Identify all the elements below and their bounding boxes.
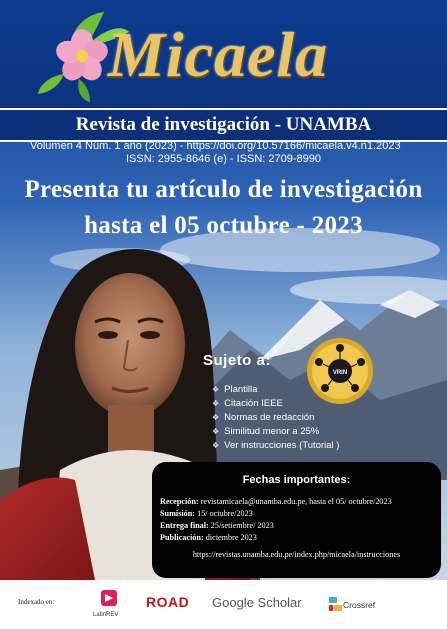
list-item: [212, 411, 339, 425]
volume-doi-line: Volumen 4 Núm. 1 año (2023) - https://doi.org/10.57166/micaela.v4.n1.2023: [30, 140, 401, 152]
journal-logo-title: Micaela: [108, 19, 329, 90]
sparkle-bullet-icon: ❖: [212, 413, 220, 422]
latinrev-logo-icon[interactable]: [99, 588, 119, 610]
date-label: Recepción:: [160, 497, 199, 506]
journal-subtitle: Revista de investigación - UNAMBA: [75, 114, 372, 135]
headline-line-2: hasta el 05 octubre - 2023: [84, 212, 363, 239]
latinrev-label: LatinREV: [93, 612, 119, 618]
date-value: 15/ octubre/2023: [195, 509, 253, 518]
google-scholar-logo[interactable]: Google Scholar: [212, 595, 302, 610]
indexed-label: Indexado en:: [18, 598, 55, 606]
important-dates-panel: [152, 462, 441, 578]
subject-item-label: Normas de redacción: [224, 412, 315, 423]
date-row-publication: [160, 533, 257, 542]
date-label: Sumisión:: [160, 509, 196, 518]
list-item: [212, 397, 339, 411]
date-value: 25/setiembre/ 2023: [208, 521, 274, 530]
date-label: Entrega final:: [160, 521, 209, 530]
subject-item-label: Plantilla: [224, 384, 258, 395]
sparkle-bullet-icon: ❖: [212, 427, 220, 436]
dates-title: Fechas importantes:: [242, 474, 351, 486]
indexing-footer: [0, 580, 447, 629]
date-row-final: [160, 521, 274, 530]
list-item: [212, 425, 339, 439]
subject-list: [212, 383, 339, 453]
date-row-submission: [160, 509, 253, 518]
sparkle-bullet-icon: ❖: [212, 441, 220, 450]
date-value: diciembre 2023: [203, 533, 257, 542]
list-item[interactable]: [212, 439, 339, 453]
subject-item-label: Citación IEEE: [224, 398, 283, 409]
issn-line: ISSN: 2955-8646 (e) - ISSN: 2709-8990: [125, 153, 322, 165]
date-row-reception: [160, 497, 392, 506]
sparkle-bullet-icon: ❖: [212, 385, 220, 394]
subject-item-label: Similitud menor a 25%: [224, 426, 320, 437]
road-logo[interactable]: ROAD: [146, 594, 190, 610]
crossref-logo[interactable]: Crossref: [343, 600, 376, 610]
crossref-logo-icon[interactable]: [329, 597, 342, 611]
subject-item-label: Ver instrucciones (Tutorial ): [224, 440, 340, 451]
seal-label: VRIN: [332, 370, 348, 376]
date-value: revistamicaela@unamba.edu.pe, hasta el 05/ octubre/2023: [198, 497, 392, 506]
headline-line-1: Presenta tu artículo de investigación: [24, 176, 423, 203]
subtitle-bar: [0, 108, 447, 142]
instructions-link[interactable]: https://revistas.unamba.edu.pe/index.php/micaela/instrucciones: [192, 550, 401, 559]
date-label: Publicación:: [160, 533, 204, 542]
subject-title: Sujeto a:: [203, 352, 271, 369]
list-item: [212, 383, 339, 397]
sparkle-bullet-icon: ❖: [212, 399, 220, 408]
